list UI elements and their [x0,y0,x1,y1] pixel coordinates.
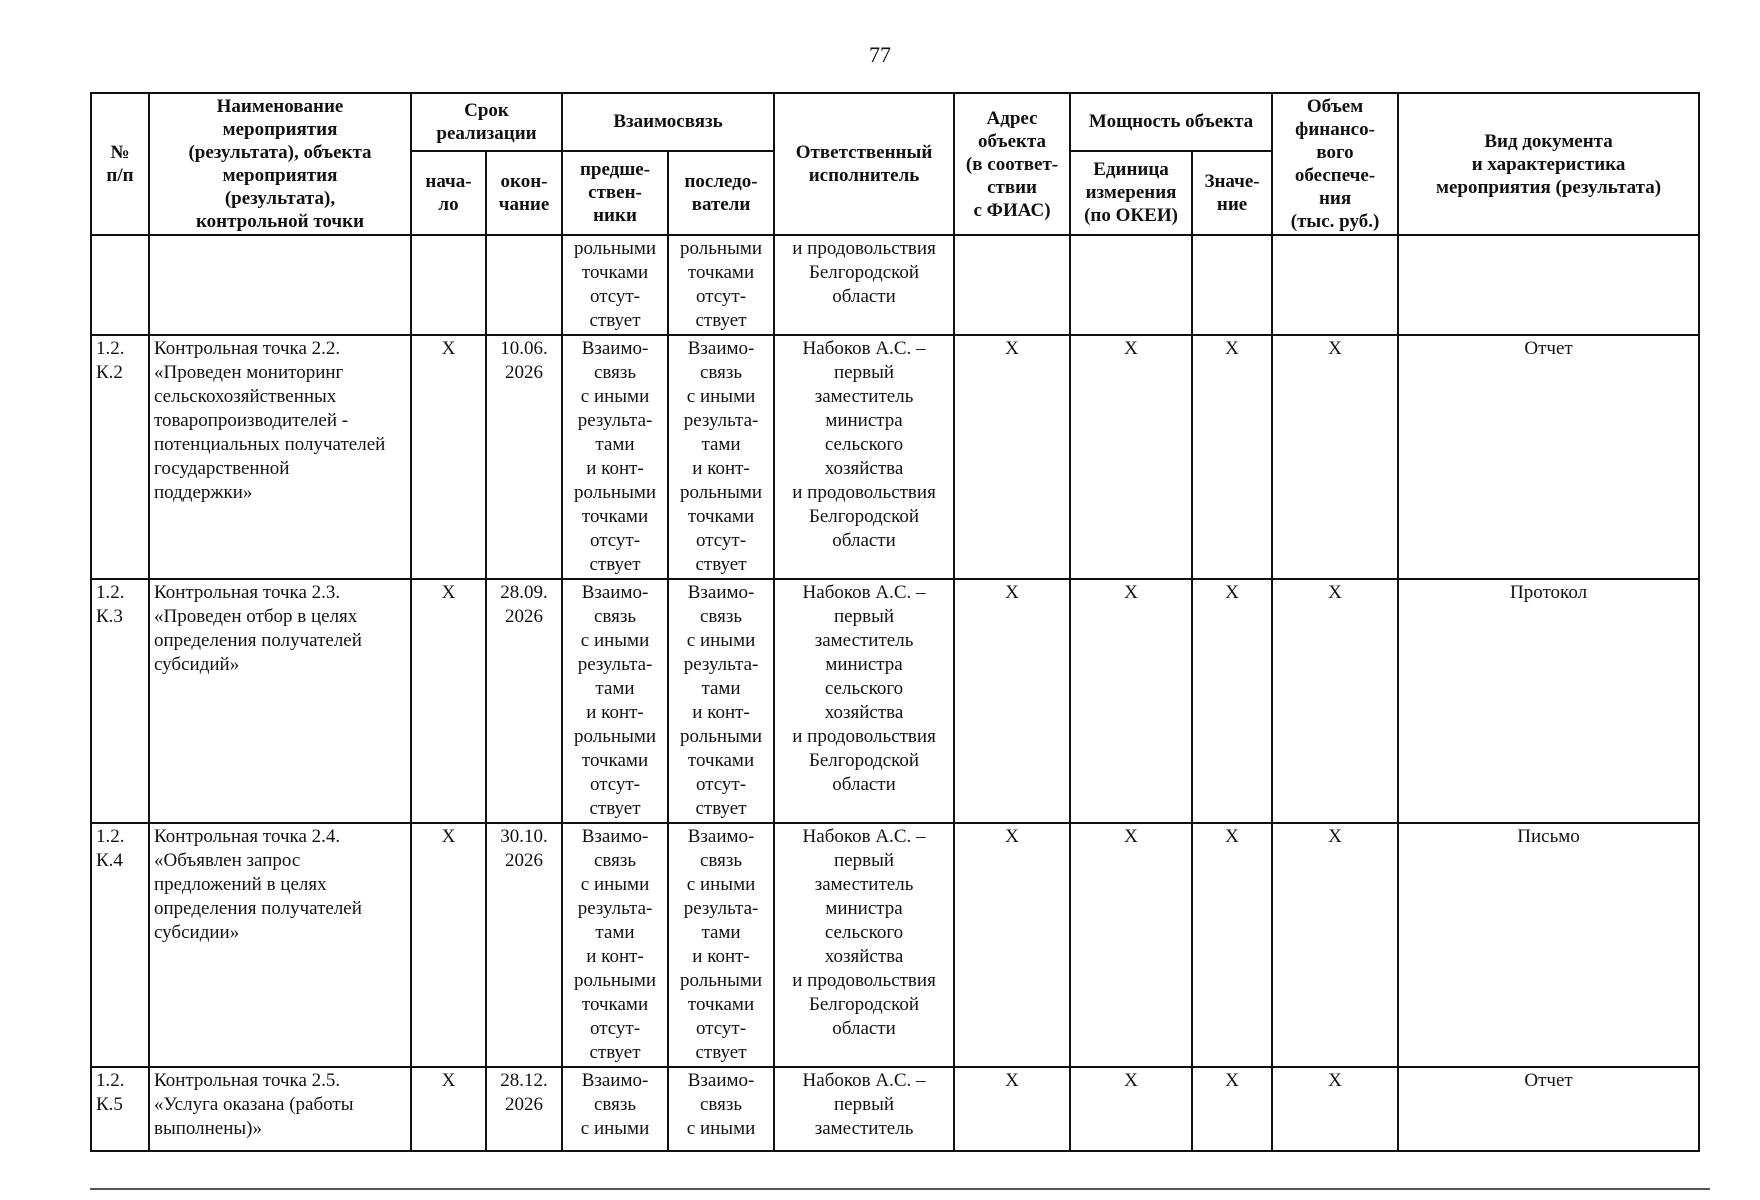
plan-table [90,92,1700,1152]
cell-num: 1.2. К.2 [91,335,149,579]
cell-responsible: и продовольствия Белгородской области [774,235,954,335]
cell-doc: Отчет [1398,335,1699,579]
cell-num: 1.2. К.5 [91,1067,149,1151]
cell-value: X [1192,579,1272,823]
table-row-continuation [91,235,1699,335]
cell-responsible: Набоков А.С. – первый заместитель министра сельского хозяйства и продовольствия Белгородской области [774,335,954,579]
header-value: Значе- ние [1192,151,1272,235]
table-row [91,335,1699,579]
table-body [91,235,1699,1151]
cell-pred: Взаимо- связь с иными результа- тами и конт- рольными точками отсут- ствует [562,335,668,579]
header-doc: Вид документа и характеристика мероприятия (результата) [1398,93,1699,235]
header-address: Адрес объекта (в соответ- ствии с ФИАС) [954,93,1070,235]
header-responsible: Ответственный исполнитель [774,93,954,235]
header-term-end: окон- чание [486,151,562,235]
cell-end: 28.09. 2026 [486,579,562,823]
cell-address: X [954,335,1070,579]
cell-name [149,235,411,335]
cell-unit: X [1070,823,1192,1067]
cell-name: Контрольная точка 2.5. «Услуга оказана (работы выполнены)» [149,1067,411,1151]
cell-value [1192,235,1272,335]
cell-responsible: Набоков А.С. – первый заместитель министра сельского хозяйства и продовольствия Белгородской области [774,579,954,823]
cell-value: X [1192,823,1272,1067]
cell-num: 1.2. К.3 [91,579,149,823]
page-number: 77 [869,42,891,67]
cell-num [91,235,149,335]
cell-end: 30.10. 2026 [486,823,562,1067]
cell-pred: Взаимо- связь с иными результа- тами и конт- рольными точками отсут- ствует [562,579,668,823]
cell-start: X [411,335,486,579]
cell-name: Контрольная точка 2.3. «Проведен отбор в целях определения получателей субсидий» [149,579,411,823]
cell-start: X [411,823,486,1067]
cell-doc: Отчет [1398,1067,1699,1151]
cell-succ: Взаимо- связь с иными результа- тами и конт- рольными точками отсут- ствует [668,335,774,579]
cell-finance: X [1272,335,1398,579]
cell-value: X [1192,1067,1272,1151]
cell-name: Контрольная точка 2.4. «Объявлен запрос предложений в целях определения получателей субсидии» [149,823,411,1067]
table-header [91,93,1699,235]
cell-doc: Письмо [1398,823,1699,1067]
cell-address: X [954,1067,1070,1151]
cell-address: X [954,579,1070,823]
cell-responsible: Набоков А.С. – первый заместитель [774,1067,954,1151]
table-row [91,579,1699,823]
cell-end: 28.12. 2026 [486,1067,562,1151]
header-term: Срок реализации [411,93,562,151]
cell-start: X [411,579,486,823]
table-row [91,823,1699,1067]
cell-name: Контрольная точка 2.2. «Проведен мониторинг сельскохозяйственных товаропроизводителей - потенциальных получателей государственной поддержки» [149,335,411,579]
header-unit: Единица измерения (по ОКЕИ) [1070,151,1192,235]
cell-unit [1070,235,1192,335]
cell-doc: Протокол [1398,579,1699,823]
cell-succ: Взаимо- связь с иными результа- тами и конт- рольными точками отсут- ствует [668,579,774,823]
cell-unit: X [1070,1067,1192,1151]
cell-responsible: Набоков А.С. – первый заместитель министра сельского хозяйства и продовольствия Белгородской области [774,823,954,1067]
cell-address: X [954,823,1070,1067]
cell-start: X [411,1067,486,1151]
cell-start [411,235,486,335]
cell-succ: Взаимо- связь с иными результа- тами и конт- рольными точками отсут- ствует [668,823,774,1067]
header-capacity: Мощность объекта [1070,93,1272,151]
cell-finance: X [1272,823,1398,1067]
page-bottom-rule [90,1188,1710,1190]
cell-pred: Взаимо- связь с иными результа- тами и конт- рольными точками отсут- ствует [562,823,668,1067]
cell-doc [1398,235,1699,335]
header-num: № п/п [91,93,149,235]
cell-finance: X [1272,579,1398,823]
header-name: Наименование мероприятия (результата), объекта мероприятия (результата), контрольной точки [149,93,411,235]
cell-address [954,235,1070,335]
cell-unit: X [1070,579,1192,823]
cell-unit: X [1070,335,1192,579]
header-finance: Объем финансо- вого обеспече- ния (тыс. руб.) [1272,93,1398,235]
header-term-start: нача- ло [411,151,486,235]
cell-finance [1272,235,1398,335]
cell-end: 10.06. 2026 [486,335,562,579]
cell-value: X [1192,335,1272,579]
header-link: Взаимосвязь [562,93,774,151]
header-link-succ: последо- ватели [668,151,774,235]
header-row-1 [91,93,1699,151]
cell-succ: рольными точками отсут- ствует [668,235,774,335]
cell-pred: Взаимо- связь с иными [562,1067,668,1151]
header-link-pred: предше- ствен- ники [562,151,668,235]
cell-end [486,235,562,335]
cell-pred: рольными точками отсут- ствует [562,235,668,335]
cell-finance: X [1272,1067,1398,1151]
table-row [91,1067,1699,1151]
cell-num: 1.2. К.4 [91,823,149,1067]
cell-succ: Взаимо- связь с иными [668,1067,774,1151]
